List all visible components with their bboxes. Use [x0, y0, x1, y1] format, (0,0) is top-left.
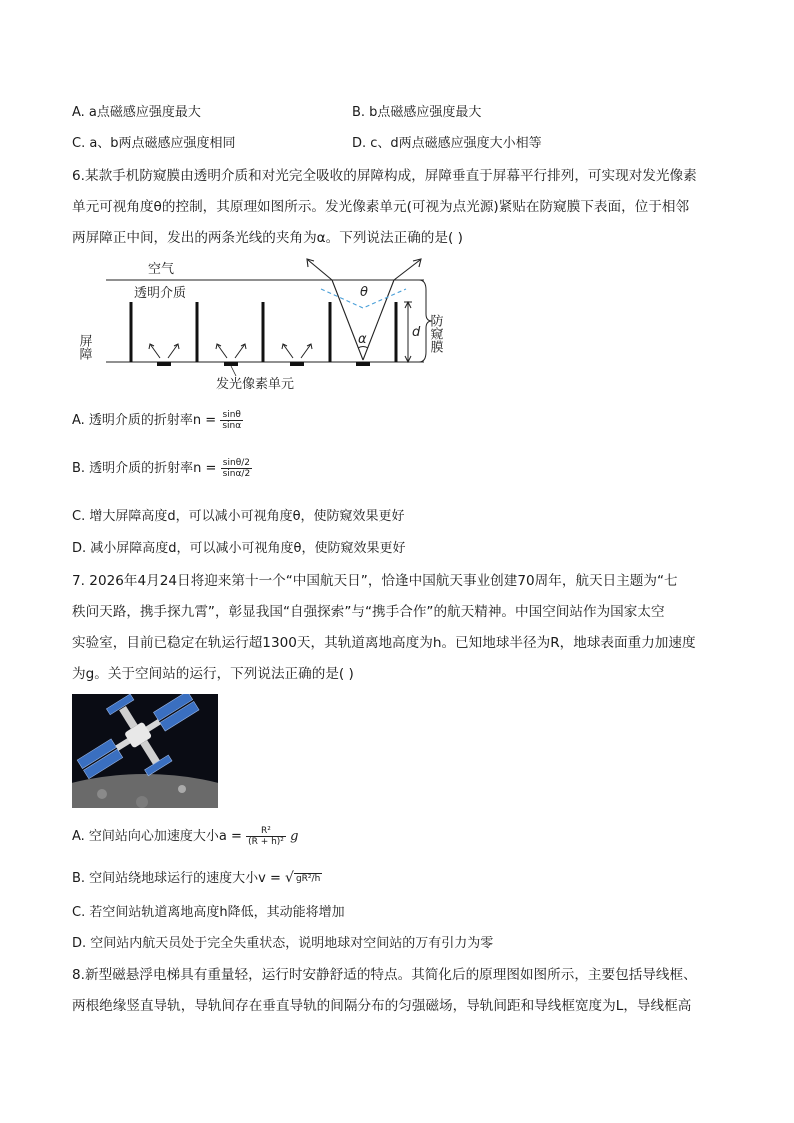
- q7-option-a-fraction: [246, 826, 286, 847]
- sqrt-sign: √: [285, 870, 294, 886]
- q7-stem-line1: 7. 2026年4月24日将迎来第十一个“中国航天日”，恰逢中国航天事业创建70周年，航天日主题为“七: [72, 573, 678, 589]
- q7-option-b: [72, 868, 322, 889]
- q6-stem-line2: 单元可视角度θ的控制，其原理如图所示。发光像素单元(可视为点光源)紧贴在防窥膜下表面，位于相邻: [72, 199, 690, 215]
- fraction-denominator: (R + h)²: [248, 837, 284, 847]
- pixel-label: 发光像素单元: [216, 377, 295, 392]
- barrier-label: 屏障: [76, 334, 92, 360]
- q5-option-b: B. b点磁感应强度最大: [352, 105, 482, 120]
- q7-option-d: D. 空间站内航天员处于完全失重状态，说明地球对空间站的万有引力为零: [72, 936, 494, 951]
- q8-stem-line1: 8.新型磁悬浮电梯具有重量轻，运行时安静舒适的特点。其简化后的原理图如图所示，主要包括导线框、: [72, 967, 697, 983]
- q6-option-b: [72, 458, 252, 479]
- q7-stem-line3: 实验室，目前已稳定在轨运行超1300天，其轨道离地高度为h。已知地球半径为R，地球表面重力加速度: [72, 635, 696, 651]
- air-label: 空气: [148, 262, 175, 277]
- q7-option-a-prefix: A. 空间站向心加速度大小a =: [72, 829, 247, 844]
- q7-stem-line2: 秩问天路，携手探九霄”，彰显我国“自强探索”与“携手合作”的航天精神。中国空间站作为国家太空: [72, 604, 665, 620]
- fraction-numerator: sinθ/2: [221, 458, 253, 469]
- q6-option-d: D. 减小屏障高度d，可以减小可视角度θ，使防窥效果更好: [72, 541, 406, 556]
- alpha-label: α: [358, 332, 367, 347]
- q6-option-a: [72, 410, 243, 431]
- q7-option-a: [72, 826, 298, 847]
- sqrt-radicand: gR²/h: [295, 874, 321, 884]
- d-label: d: [412, 325, 421, 340]
- q5-option-c: C. a、b两点磁感应强度相同: [72, 136, 236, 151]
- q7-option-c: C. 若空间站轨道离地高度h降低，其动能将增加: [72, 905, 345, 920]
- q6-option-b-prefix: B. 透明介质的折射率n =: [72, 461, 221, 476]
- q5-option-d: D. c、d两点磁感应强度大小相等: [352, 136, 542, 151]
- fraction-numerator: sinθ: [220, 410, 243, 421]
- privacy-film-diagram: [76, 256, 456, 396]
- q8-stem-line2: 两根绝缘竖直导轨，导轨间存在垂直导轨的间隔分布的匀强磁场，导轨间距和导线框宽度为L，导线框高: [72, 998, 692, 1014]
- film-label: 防窥膜: [427, 314, 443, 353]
- q6-stem-line1: 6.某款手机防窥膜由透明介质和对光完全吸收的屏障构成，屏障垂直于屏幕平行排列，可实现对发光像素: [72, 168, 697, 184]
- q6-option-a-fraction: [220, 410, 243, 431]
- q6-option-c: C. 增大屏障高度d，可以减小可视角度θ，使防窥效果更好: [72, 509, 405, 524]
- q6-option-b-fraction: [221, 458, 253, 479]
- q7-stem-line4: 为g。关于空间站的运行，下列说法正确的是( ): [72, 666, 354, 682]
- q5-option-a: A. a点磁感应强度最大: [72, 105, 201, 120]
- medium-label: 透明介质: [134, 286, 187, 301]
- q6-option-a-prefix: A. 透明介质的折射率n =: [72, 413, 221, 428]
- q7-option-a-suffix: g: [290, 829, 299, 844]
- space-station-photo: [72, 694, 218, 808]
- q6-stem-line3: 两屏障正中间，发出的两条光线的夹角为α。下列说法正确的是( ): [72, 230, 463, 246]
- theta-label: θ: [360, 285, 368, 300]
- fraction-denominator: sinα/2: [222, 469, 251, 479]
- fraction-denominator: sinα: [222, 421, 242, 431]
- fraction-numerator: R²: [246, 826, 286, 837]
- q7-option-b-prefix: B. 空间站绕地球运行的速度大小v =: [72, 871, 286, 886]
